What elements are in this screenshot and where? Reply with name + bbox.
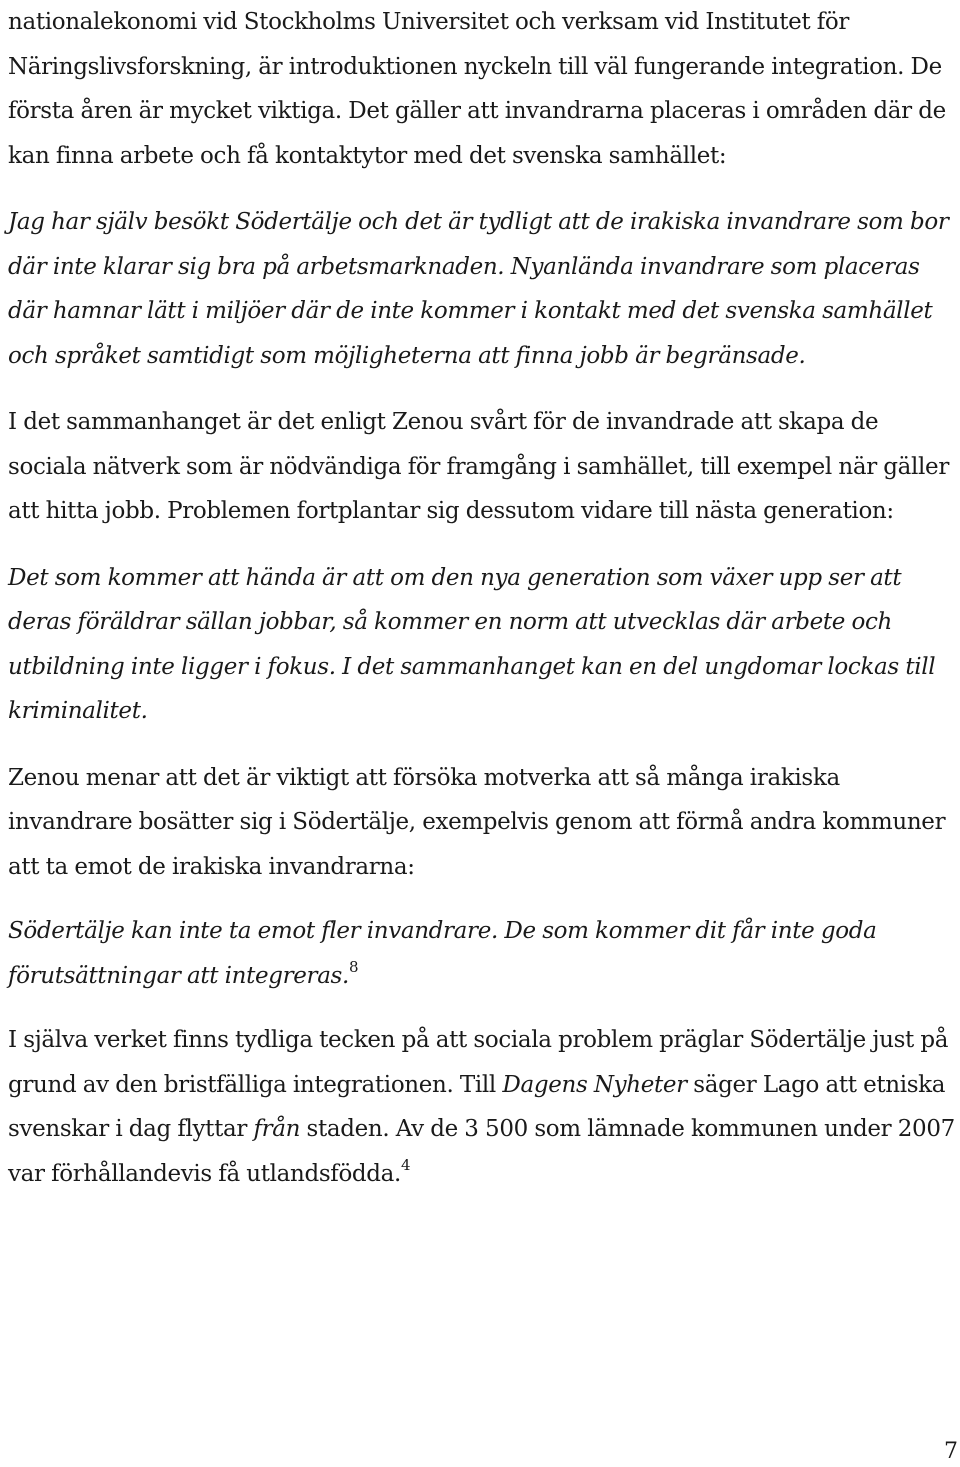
p4-text-1: I själva verket finns tydliga tecken på att sociala problem präglar Södertälje just på grund av den bristfälliga integrationen. Till [8, 1027, 949, 1098]
footnote-ref-8: 8 [348, 957, 359, 976]
paragraph-counteract: Zenou menar att det är viktigt att försöka motverka att så många irakiska invandrare bosätter sig i Södertälje, exempelvis genom att förmå andra kommuner att ta emot de irakiska invandrarna: [8, 764, 946, 880]
p4-text-3: staden. Av de 3 500 som lämnade kommunen under 2007 var förhållandevis få utlandsfödda. [8, 1116, 955, 1187]
p4-italic-dagens-nyheter: Dagens Nyheter [502, 1071, 687, 1098]
document-page [8, 0, 956, 1196]
quote-zenou-2: Det som kommer att hända är att om den nya generation som växer upp ser att deras föräldrar sällan jobbar, så kommer en norm att utvecklas där arbete och utbildning inte ligger i fokus. I det sammanhanget kan en del ungdomar lockas till kriminalitet. [8, 564, 936, 724]
footnote-ref-4: 4 [401, 1155, 411, 1174]
p4-text-2: säger Lago att etniska svenskar i dag flyttar [8, 1071, 946, 1142]
quote-zenou-3 [8, 909, 956, 998]
page-number: 7 [944, 1439, 958, 1464]
p4-italic-fran: från [253, 1116, 301, 1142]
quote-3-text: Södertälje kan inte ta emot fler invandrare. De som kommer dit får inte goda förutsättningar att integreras. [8, 918, 877, 989]
quote-zenou-1: Jag har själv besökt Södertälje och det är tydligt att de irakiska invandrare som bor där inte klarar sig bra på arbetsmarknaden. Nyanlända invandrare som placeras där hamnar lätt i miljöer där de inte kommer i kontakt med det svenska samhället och språket samtidigt som möjligheterna att finna jobb är begränsade. [8, 209, 949, 369]
paragraph-social-networks: I det sammanhanget är det enligt Zenou svårt för de invandrade att skapa de sociala nätverk som är nödvändiga för framgång i samhället, till exempel när gäller att hitta jobb. Problemen fortplantar sig dessutom vidare till nästa generation: [8, 409, 949, 524]
paragraph-intro: nationalekonomi vid Stockholms Universitet och verksam vid Institutet för Näringslivsforskning, är introduktionen nyckeln till väl fungerande integration. De första åren är mycket viktiga. Det gäller att invandrarna placeras i områden där de kan finna arbete och få kontaktytor med det svenska samhället: [8, 9, 946, 169]
paragraph-social-problems [8, 1018, 956, 1196]
